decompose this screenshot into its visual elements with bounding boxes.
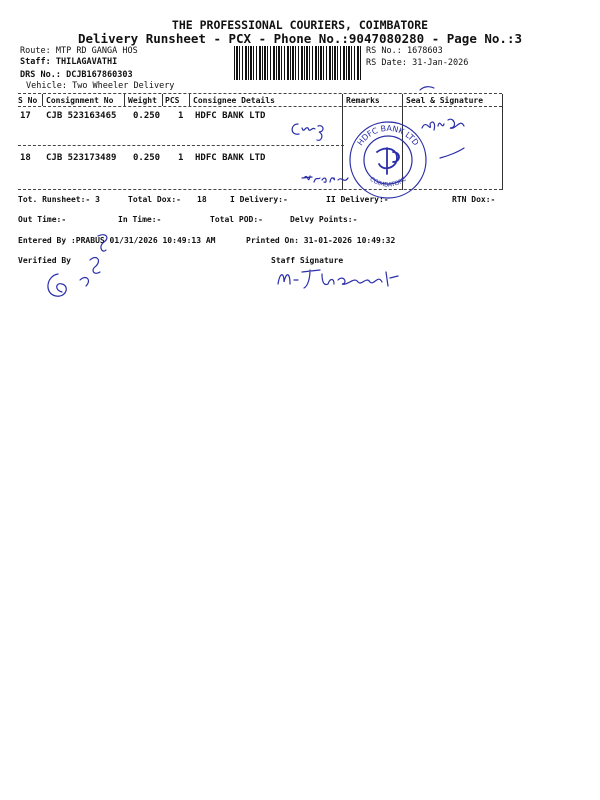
remarks-scribble-row-18 [300, 168, 350, 190]
staff-line [20, 57, 117, 67]
drs-line [20, 70, 133, 80]
rs-date-value: 31-Jan-2026 [412, 58, 469, 68]
route-value: MTP RD GANGA HOS [55, 46, 138, 56]
rs-no-value: 1678603 [406, 46, 443, 56]
col-header-seal: Seal & Signature [406, 96, 484, 105]
signature-tick [418, 84, 438, 94]
col-header-sno: S No [18, 96, 38, 105]
verifier-signature [40, 230, 120, 306]
stamp-inner-ring [364, 136, 412, 184]
row-weight: 0.250 [133, 153, 161, 163]
col-header-weight: Weight [128, 96, 157, 105]
total-runsheet: Tot. Runsheet:- 3 [18, 195, 100, 204]
total-dox-value: 18 [197, 195, 207, 204]
in-time: In Time:- [118, 215, 162, 224]
row-consignment: CJB 523163465 [46, 111, 117, 121]
col-sep [162, 94, 163, 106]
row-divider [18, 145, 344, 146]
row-weight: 0.250 [133, 111, 161, 121]
staff-signature-label: Staff Signature [271, 256, 344, 265]
row-consignment: CJB 523173489 [46, 153, 117, 163]
col-sep [42, 94, 43, 106]
row-sno: 18 [20, 153, 31, 163]
rs-date-line [366, 58, 468, 68]
rs-no-label: RS No.: [366, 46, 402, 56]
total-dox-label: Total Dox:- [128, 195, 181, 204]
drs-label: DRS No.: [20, 70, 61, 80]
barcode [234, 46, 362, 80]
row-consignee: HDFC BANK LTD [195, 111, 266, 121]
out-time: Out Time:- [18, 215, 67, 224]
col-sep [124, 94, 125, 106]
staff-label: Staff: [20, 57, 51, 67]
col-header-consignee: Consignee Details [193, 96, 275, 105]
entered-by: Entered By :PRABUS 01/31/2026 10:49:13 AM [18, 236, 216, 245]
row-pcs: 1 [178, 111, 184, 121]
route-label: Route: [20, 46, 51, 56]
vehicle-line [26, 81, 174, 91]
col-sep [189, 94, 190, 106]
vehicle-label: Vehicle: [26, 81, 67, 91]
remarks-scribble-row-17 [288, 118, 338, 142]
col-sep [502, 94, 503, 190]
ii-delivery: II Delivery:- [326, 195, 389, 204]
stamp-text-bottom: COIMBATORE [368, 175, 408, 189]
printed-on: Printed On: 31-01-2026 10:49:32 [246, 236, 396, 245]
staff-signature [274, 264, 404, 294]
row-consignee: HDFC BANK LTD [195, 153, 266, 163]
route-line [20, 46, 138, 56]
signature-scribble-row-17 [418, 114, 468, 140]
rs-date-label: RS Date: [366, 58, 407, 68]
drs-value: DCJB167860303 [66, 70, 133, 80]
row-pcs: 1 [178, 153, 184, 163]
stamp-text-top: HDFC BANK LTD [355, 123, 421, 148]
row-sno: 17 [20, 111, 31, 121]
i-delivery: I Delivery:- [230, 195, 288, 204]
table-header-rule [18, 106, 502, 107]
company-title: THE PROFESSIONAL COURIERS, COIMBATORE [171, 18, 429, 32]
runsheet-title: Delivery Runsheet - PCX - Phone No.:9047080280 - Page No.:3 [77, 31, 522, 46]
delvy-points: Delvy Points:- [290, 215, 358, 224]
total-pod: Total POD:- [210, 215, 263, 224]
signature-underline [438, 146, 468, 162]
rs-no-line [366, 46, 443, 56]
verified-by-label: Verified By [18, 256, 71, 265]
vehicle-value: Two Wheeler Delivery [72, 81, 175, 91]
rtn-dox: RTN Dox:- [452, 195, 496, 204]
staff-value: THILAGAVATHI [55, 57, 118, 67]
col-header-pcs: PCS [165, 96, 180, 105]
col-header-consignment: Consignment No [46, 96, 114, 105]
col-header-remarks: Remarks [346, 96, 380, 105]
